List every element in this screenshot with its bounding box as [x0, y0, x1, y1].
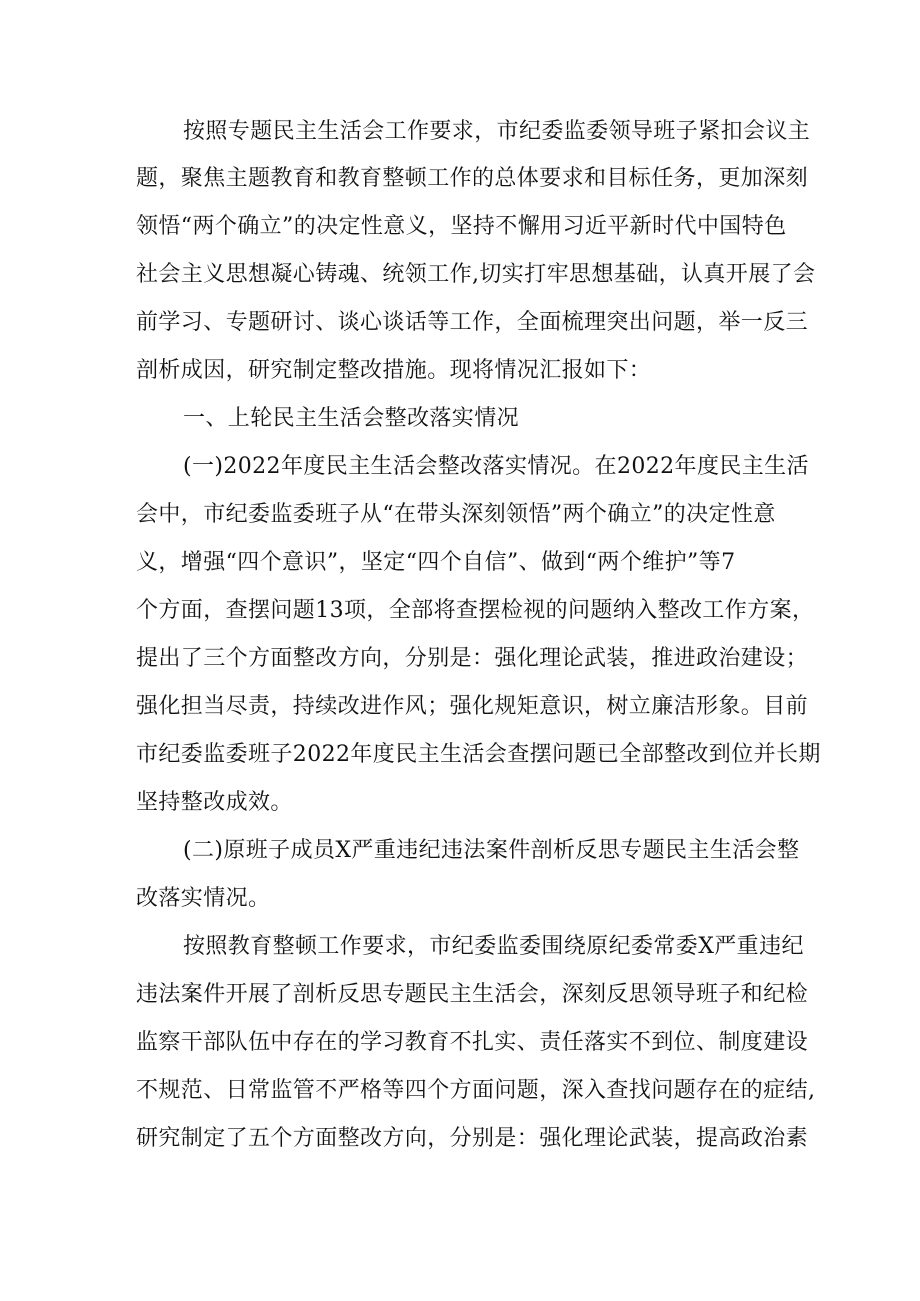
text-line: 个方面，查摆问题13项，全部将查摆检视的问题纳入整改工作方案， [136, 598, 815, 623]
text-line: 按照教育整顿工作要求，市纪委监委围绕原纪委常委X严重违纪 [183, 934, 804, 959]
text-line: 坚持整改成效。 [136, 790, 293, 815]
text-line: 题，聚焦主题教育和教育整顿工作的总体要求和目标任务，更加深刻 [136, 166, 809, 191]
text-line: 义，增强“四个意识”，坚定“四个自信”、做到“两个维护”等7 [136, 550, 736, 575]
text-line: 剖析成因，研究制定整改措施。现将情况汇报如下： [136, 358, 652, 383]
text-line: 改落实情况。 [136, 886, 271, 911]
text-line: 研究制定了五个方面整改方向，分别是：强化理论武装，提高政治素 [136, 1126, 809, 1151]
text-line: 市纪委监委班子2022年度民主生活会查摆问题已全部整改到位并长期 [136, 742, 821, 767]
text-line: 监察干部队伍中存在的学习教育不扎实、责任落实不到位、制度建设 [136, 1030, 809, 1055]
text-line: 会中，市纪委监委班子从“在带头深刻领悟”两个确立”的决定性意 [136, 502, 776, 527]
text-line: 社会主义思想凝心铸魂、统领工作,切实打牢思想基础，认真开展了会 [136, 262, 816, 287]
text-line: (二)原班子成员X严重违纪违法案件剖析反思专题民主生活会整 [183, 838, 800, 863]
text-line: 提出了三个方面整改方向，分别是：强化理论武装，推进政治建设； [136, 646, 809, 671]
text-line: 不规范、日常监管不严格等四个方面问题，深入查找问题存在的症结, [136, 1078, 816, 1103]
section-heading: 一、上轮民主生活会整改落实情况 [183, 406, 520, 431]
text-line: 强化担当尽责，持续改进作风；强化规矩意识，树立廉洁形象。目前 [136, 694, 809, 719]
text-line: 前学习、专题研讨、谈心谈话等工作，全面梳理突出问题，举一反三 [136, 310, 809, 335]
text-line: (一)2022年度民主生活会整改落实情况。在2022年度民主生活 [183, 454, 809, 479]
text-line: 按照专题民主生活会工作要求，市纪委监委领导班子紧扣会议主 [183, 119, 811, 144]
text-line: 领悟“两个确立”的决定性意义，坚持不懈用习近平新时代中国特色 [136, 214, 787, 239]
text-line: 违法案件开展了剖析反思专题民主生活会，深刻反思领导班子和纪检 [136, 982, 809, 1007]
